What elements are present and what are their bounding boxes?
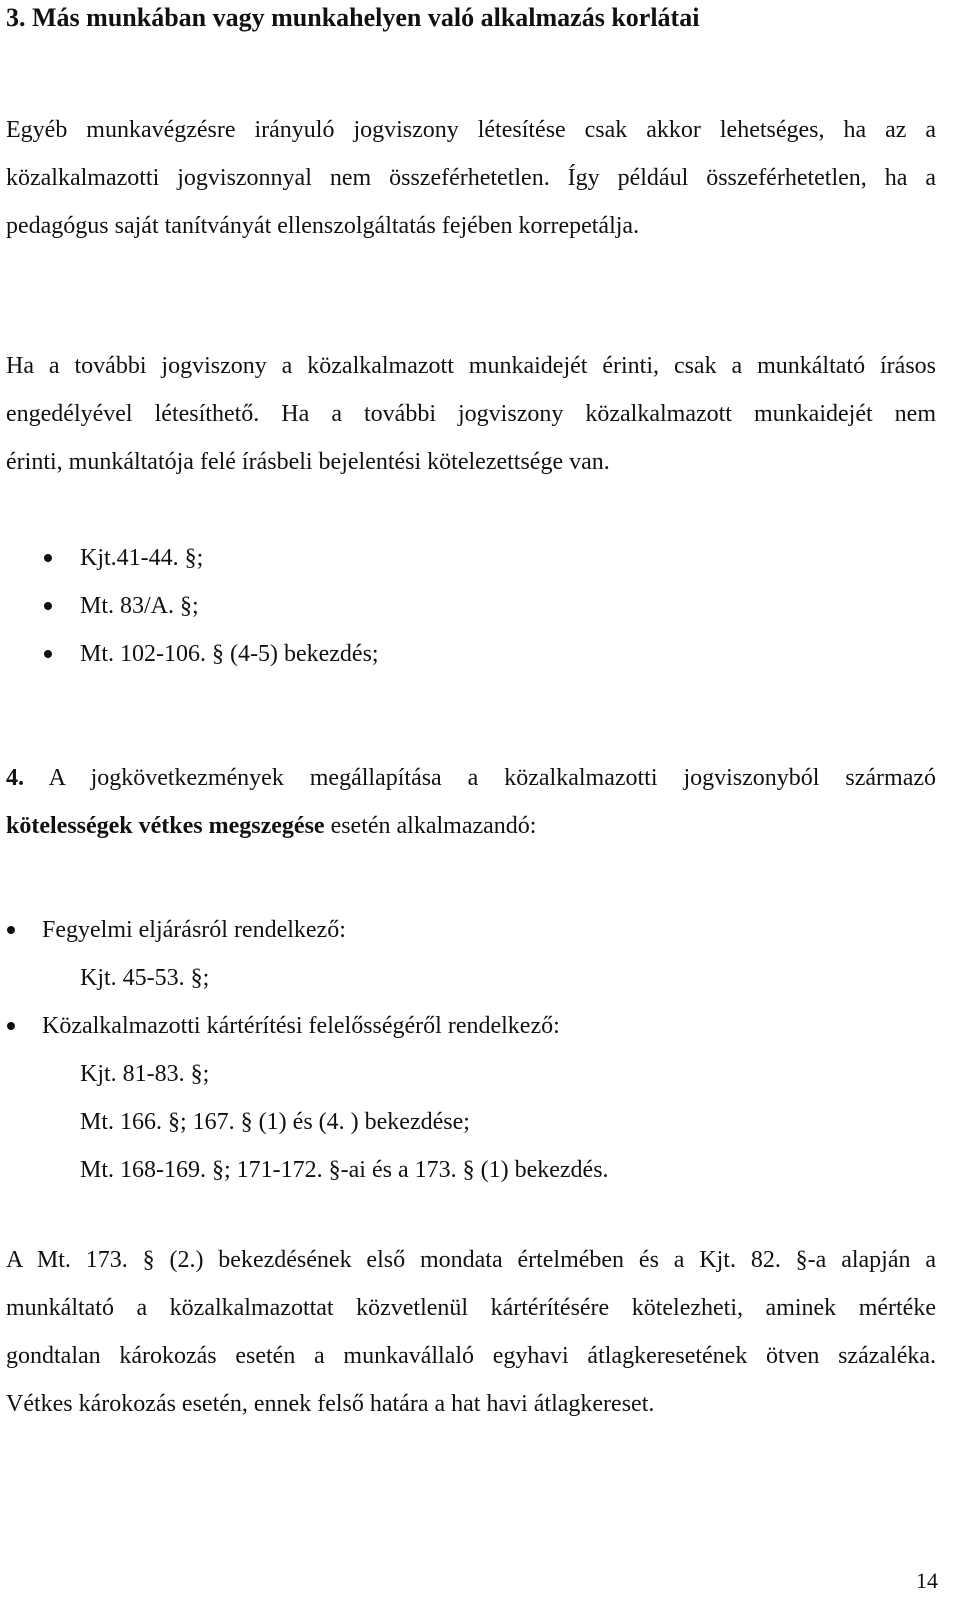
text-line: gondtalan károkozás esetén a munkavállaló egyhavi átlagkeresetének ötven százaléka. (6, 1343, 936, 1369)
section-4-intro-text: A jogkövetkezmények megállapítása a közalkalmazotti jogviszonyból származó (24, 765, 936, 791)
list-sub-item (6, 1098, 936, 1146)
text-line: Ha a további jogviszony a közalkalmazott munkaidejét érinti, csak a munkáltató írásos (6, 353, 936, 379)
section-4-number: 4. (6, 765, 24, 791)
list-item-text: Mt. 83/A. §; (80, 593, 199, 619)
section-4-intro-text-end: esetén alkalmazandó: (324, 813, 537, 839)
text-line (6, 802, 936, 850)
list-item-text: Mt. 168-169. §; 171-172. §-ai és a 173. § (1) bekezdés. (80, 1157, 609, 1183)
list-sub-item (6, 1050, 936, 1098)
text-line: Vétkes károkozás esetén, ennek felső határa a hat havi átlagkereset. (6, 1391, 655, 1417)
list-sub-item (6, 954, 936, 1002)
section-3-reference-list (6, 534, 936, 678)
list-item-text: Mt. 166. §; 167. § (1) és (4. ) bekezdése; (80, 1109, 470, 1135)
list-item-text: Kjt. 81-83. §; (80, 1061, 210, 1087)
text-line: Egyéb munkavégzésre irányuló jogviszony létesítése csak akkor lehetséges, ha az a (6, 117, 936, 143)
list-item-text: Fegyelmi eljárásról rendelkező: (42, 917, 346, 943)
section-4-paragraph (6, 1236, 936, 1428)
text-line: A Mt. 173. § (2.) bekezdésének első mondata értelmében és a Kjt. 82. §-a alapján a (6, 1247, 936, 1273)
text-line: közalkalmazotti jogviszonnyal nem összeférhetetlen. Így például összeférhetetlen, ha a (6, 165, 936, 191)
list-item-text: Közalkalmazotti kártérítési felelősségéről rendelkező: (42, 1013, 560, 1039)
bullet-icon (7, 926, 15, 934)
page-number: 14 (916, 1568, 938, 1593)
text-line: munkáltató a közalkalmazottat közvetlenül kártérítésére kötelezheti, aminek mértéke (6, 1295, 936, 1321)
text-line (6, 754, 936, 802)
list-item (6, 582, 936, 630)
list-item (6, 906, 936, 954)
text-line: érinti, munkáltatója felé írásbeli bejelentési kötelezettsége van. (6, 449, 610, 475)
bullet-icon (7, 1022, 15, 1030)
bullet-icon (44, 602, 52, 610)
list-item (6, 534, 936, 582)
bullet-icon (44, 650, 52, 658)
text-line: engedélyével létesíthető. Ha a további jogviszony közalkalmazott munkaidejét nem (6, 401, 936, 427)
list-item-text: Kjt. 45-53. §; (80, 965, 210, 991)
section-4-reference-list (6, 906, 936, 1194)
section-3-paragraph-2 (6, 342, 936, 486)
section-3-heading: 3. Más munkában vagy munkahelyen való alkalmazás korlátai (6, 3, 700, 32)
list-item-text: Mt. 102-106. § (4-5) bekezdés; (80, 641, 379, 667)
list-sub-item (6, 1146, 936, 1194)
section-4-intro (6, 754, 936, 850)
list-item-text: Kjt.41-44. §; (80, 545, 204, 571)
section-3-paragraph-1 (6, 106, 936, 250)
bullet-icon (44, 554, 52, 562)
list-item (6, 630, 936, 678)
section-4-intro-bold: kötelességek vétkes megszegése (6, 813, 325, 839)
text-line: pedagógus saját tanítványát ellenszolgáltatás fejében korrepetálja. (6, 213, 640, 239)
list-item (6, 1002, 936, 1050)
